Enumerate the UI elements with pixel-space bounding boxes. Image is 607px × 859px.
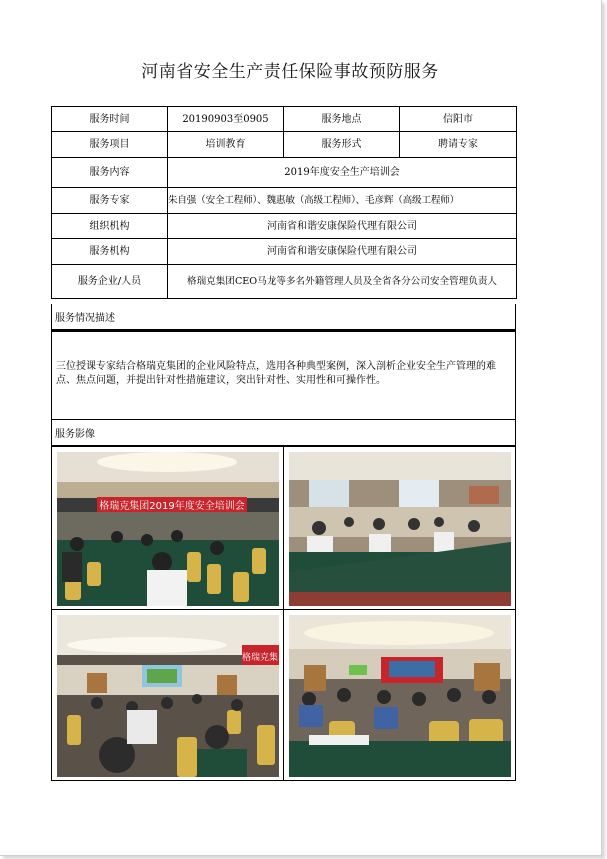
table-row <box>52 158 517 188</box>
organizer-label: 组织机构 <box>52 214 168 239</box>
images-heading: 服务影像 <box>51 420 516 446</box>
table-row <box>52 265 517 299</box>
service-target-label: 服务企业/人员 <box>52 265 168 299</box>
banner-text-partial: 格瑞克集 <box>241 653 279 663</box>
service-location-label: 服务地点 <box>284 107 400 132</box>
grid-divider <box>283 447 284 780</box>
service-agency-label: 服务机构 <box>52 239 168 265</box>
table-row <box>52 107 517 132</box>
service-target-value: 格瑞克集团CEO马龙等多名外籍管理人员及全省各分公司安全管理负责人 <box>168 265 517 299</box>
table-row <box>52 188 517 214</box>
photo-grid <box>51 446 516 781</box>
service-item-label: 服务项目 <box>52 132 168 158</box>
service-location-value: 信阳市 <box>400 107 517 132</box>
grid-divider <box>52 609 515 610</box>
service-info-table <box>51 106 517 299</box>
training-photo-4 <box>289 615 511 777</box>
service-item-value: 培训教育 <box>168 132 284 158</box>
training-photo-2 <box>289 452 511 606</box>
table-row <box>52 214 517 239</box>
service-form-value: 聘请专家 <box>400 132 517 158</box>
training-photo-3 <box>57 615 279 777</box>
service-expert-value: 朱自强（安全工程师）、魏惠敏（高级工程师）、毛彦辉（高级工程师） <box>168 188 517 214</box>
service-form-label: 服务形式 <box>284 132 400 158</box>
service-expert-label: 服务专家 <box>52 188 168 214</box>
service-agency-value: 河南省和谐安康保险代理有限公司 <box>168 239 517 265</box>
service-time-label: 服务时间 <box>52 107 168 132</box>
training-photo-1 <box>57 452 279 606</box>
page-title: 河南省安全生产责任保险事故预防服务 <box>141 62 439 82</box>
service-content-label: 服务内容 <box>52 158 168 188</box>
banner-text: 格瑞克集团2019年度安全培训会 <box>99 501 245 512</box>
description-text: 三位授课专家结合格瑞克集团的企业风险特点，选用各种典型案例，深入剖析企业安全生产管理的难点、焦点问题，并提出针对性措施建议，突出针对性、实用性和可操作性。 <box>56 361 496 386</box>
description-heading: 服务情况描述 <box>51 304 516 330</box>
service-time-value: 20190903至0905 <box>168 107 284 132</box>
table-row <box>52 132 517 158</box>
table-row <box>52 239 517 265</box>
service-content-value: 2019年度安全生产培训会 <box>168 158 517 188</box>
description-box <box>51 330 516 420</box>
organizer-value: 河南省和谐安康保险代理有限公司 <box>168 214 517 239</box>
